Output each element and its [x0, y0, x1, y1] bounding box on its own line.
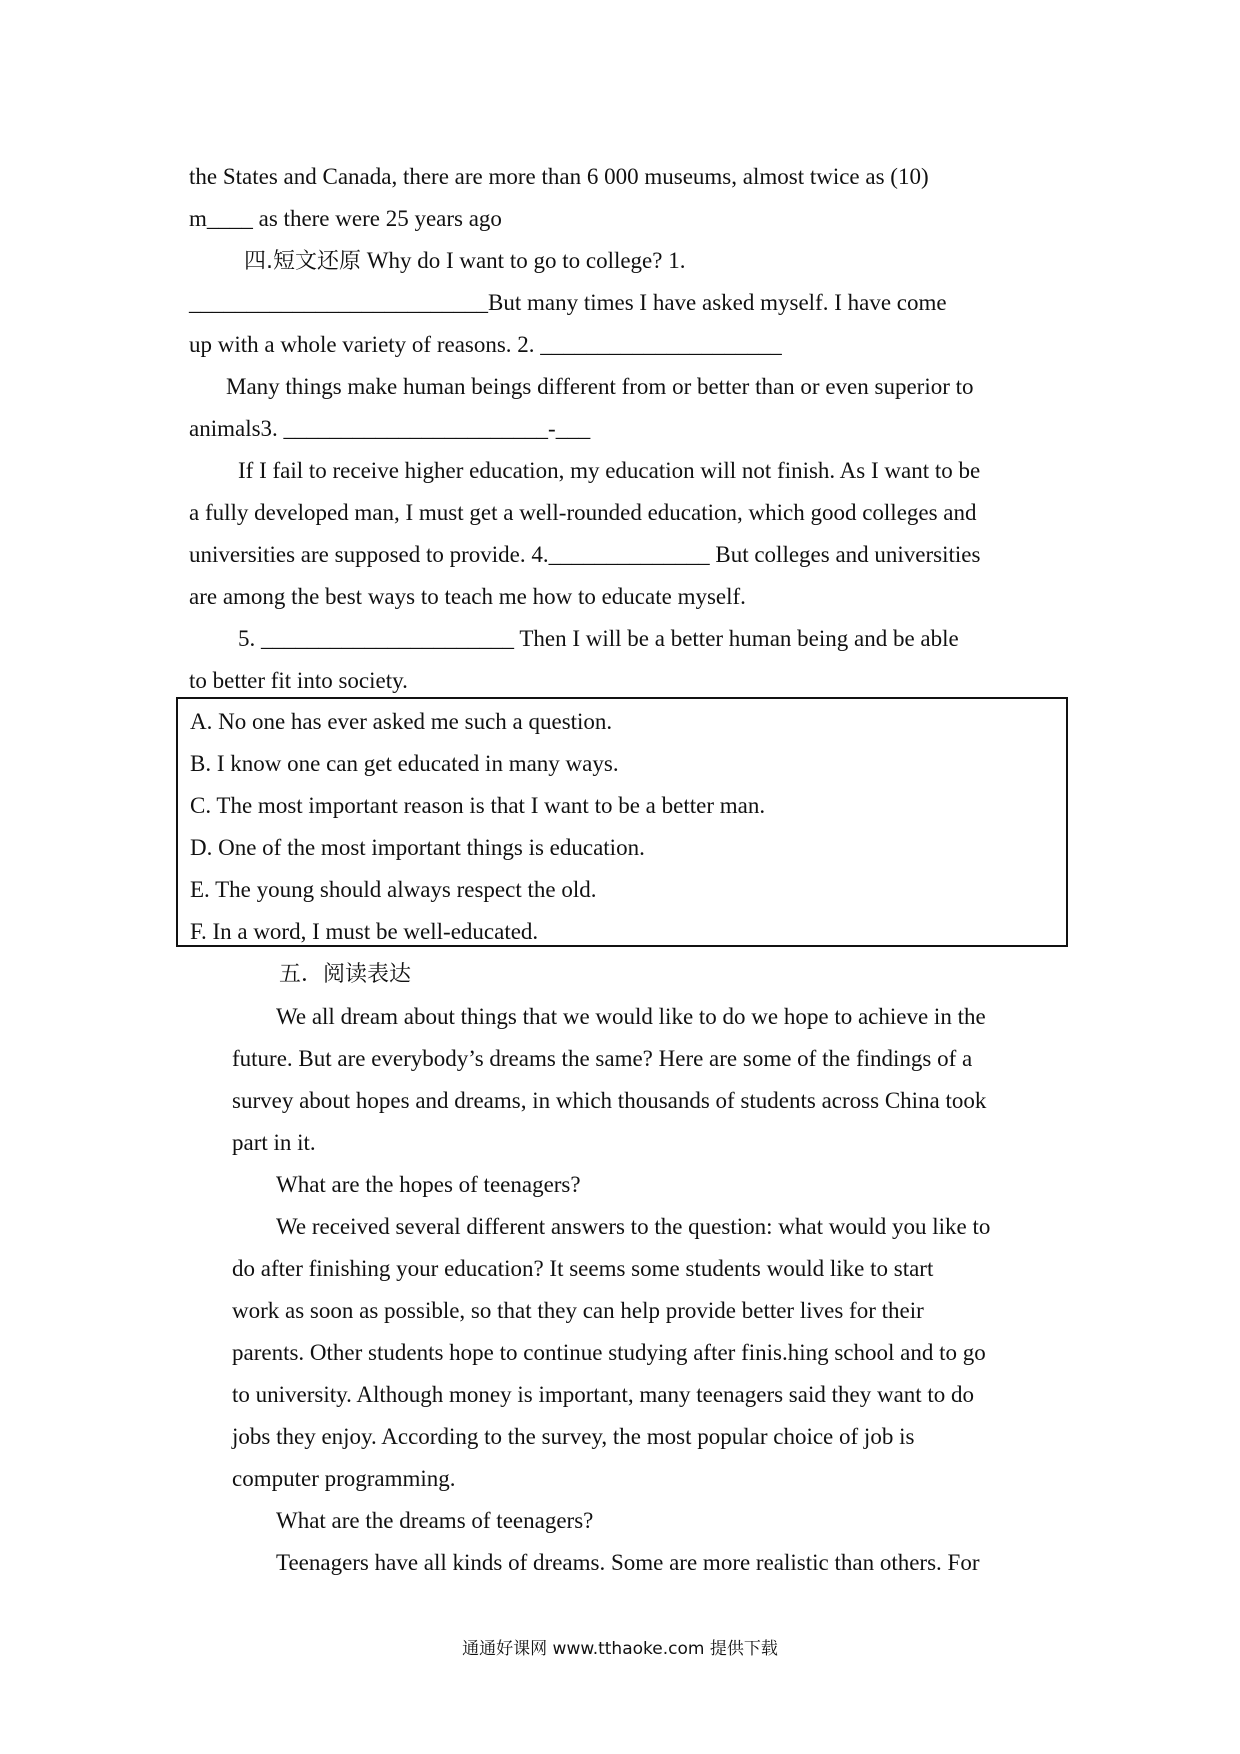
section5-line: future. But are everybody’s dreams the same? Here are some of the findings of a [232, 1046, 973, 1071]
section5-line: parents. Other students hope to continue studying after finis.hing school and to go [232, 1340, 986, 1365]
section5-line: part in it. [232, 1130, 316, 1155]
section5-heading: 五．阅读表达 [279, 962, 412, 987]
section4-line: up with a whole variety of reasons. 2. _____________________ [189, 332, 782, 357]
section4-line: are among the best ways to teach me how to educate myself. [189, 584, 746, 609]
section4-line: animals3. _______________________-___ [189, 416, 591, 441]
section4-line: to better fit into society. [189, 668, 408, 693]
section5-subheading: What are the hopes of teenagers? [276, 1172, 581, 1197]
passage-line: the States and Canada, there are more than 6 000 museums, almost twice as (10) [189, 164, 929, 189]
page-footer: 通通好课网 www.tthaoke.com 提供下载 [462, 1639, 778, 1659]
option-e: E. The young should always respect the old. [190, 877, 597, 902]
passage-line: m____ as there were 25 years ago [189, 206, 502, 231]
section4-line: 5. ______________________ Then I will be a better human being and be able [238, 626, 959, 651]
option-a: A. No one has ever asked me such a question. [190, 709, 613, 734]
section5-line: survey about hopes and dreams, in which thousands of students across China took [232, 1088, 987, 1113]
option-b: B. I know one can get educated in many ways. [190, 751, 619, 776]
option-c: C. The most important reason is that I want to be a better man. [190, 793, 766, 818]
section5-line: We all dream about things that we would like to do we hope to achieve in the [276, 1004, 986, 1029]
section4-line: a fully developed man, I must get a well-rounded education, which good colleges and [189, 500, 977, 525]
section5-line: work as soon as possible, so that they can help provide better lives for their [232, 1298, 924, 1323]
section5-line: computer programming. [232, 1466, 456, 1491]
section5-line: do after finishing your education? It seems some students would like to start [232, 1256, 934, 1281]
option-f: F. In a word, I must be well-educated. [190, 919, 539, 944]
section5-line: Teenagers have all kinds of dreams. Some are more realistic than others. For [276, 1550, 980, 1575]
section4-intro-line [244, 240, 685, 283]
section4-line: Many things make human beings different from or better than or even superior to [226, 374, 974, 399]
section4-line: If I fail to receive higher education, my education will not finish. As I want to be [238, 458, 981, 483]
options-box [176, 697, 1068, 947]
section4-line: universities are supposed to provide. 4.______________ But colleges and universities [189, 542, 981, 567]
option-d: D. One of the most important things is education. [190, 835, 645, 860]
section5-subheading: What are the dreams of teenagers? [276, 1508, 594, 1533]
section4-heading: 四.短文还原 [244, 249, 361, 274]
section4-line: Why do I want to go to college? 1. [361, 248, 686, 273]
section4-line: __________________________But many times I have asked myself. I have come [189, 290, 947, 315]
section5-line: We received several different answers to the question: what would you like to [276, 1214, 991, 1239]
section5-line: jobs they enjoy. According to the survey, the most popular choice of job is [232, 1424, 915, 1449]
section5-line: to university. Although money is important, many teenagers said they want to do [232, 1382, 975, 1407]
